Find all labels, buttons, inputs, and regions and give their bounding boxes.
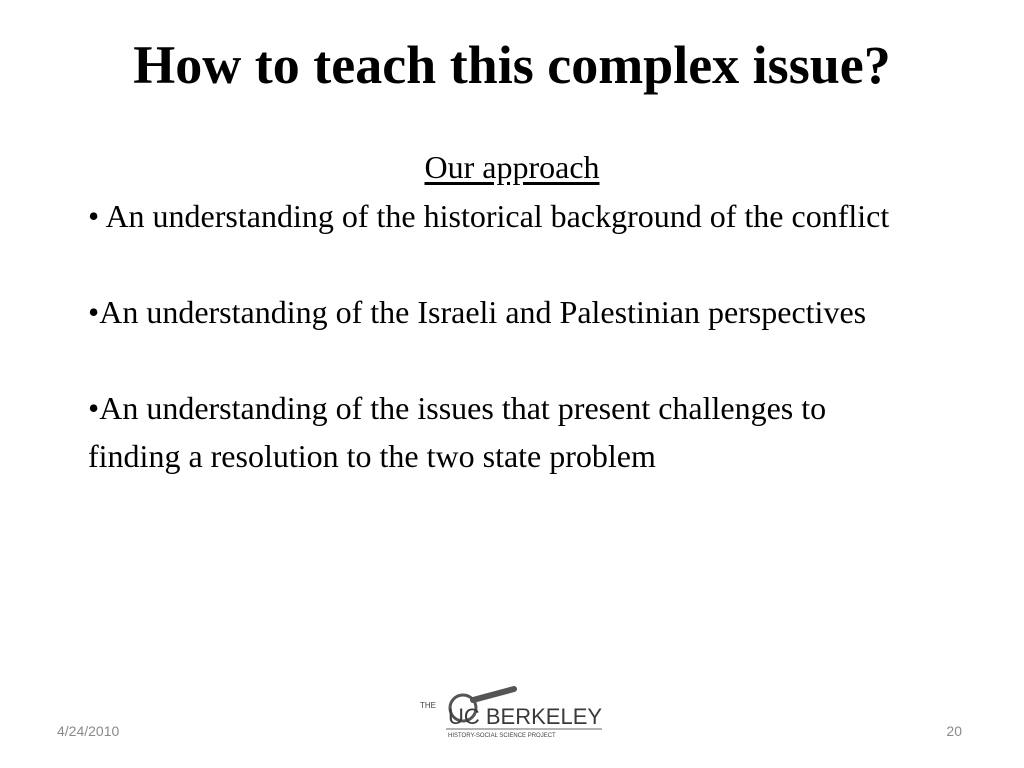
bullet-list	[88, 192, 918, 480]
footer-date: 4/24/2010	[57, 723, 120, 739]
logo-tagline: HISTORY-SOCIAL SCIENCE PROJECT	[448, 733, 556, 739]
slide-title: How to teach this complex issue?	[133, 35, 891, 95]
bullet-item: •An understanding of the Israeli and Palestinian perspectives	[88, 294, 867, 330]
logo-prefix: THE	[420, 701, 436, 710]
uc-berkeley-logo	[418, 686, 608, 742]
subheading: Our approach	[424, 149, 600, 185]
page-number: 20	[946, 723, 962, 739]
logo-main-text: UC BERKELEY	[448, 704, 603, 729]
bullet-item: • An understanding of the historical background of the conflict	[88, 198, 890, 234]
bullet-item: •An understanding of the issues that present challenges to finding a resolution to the two state problem	[88, 390, 827, 474]
